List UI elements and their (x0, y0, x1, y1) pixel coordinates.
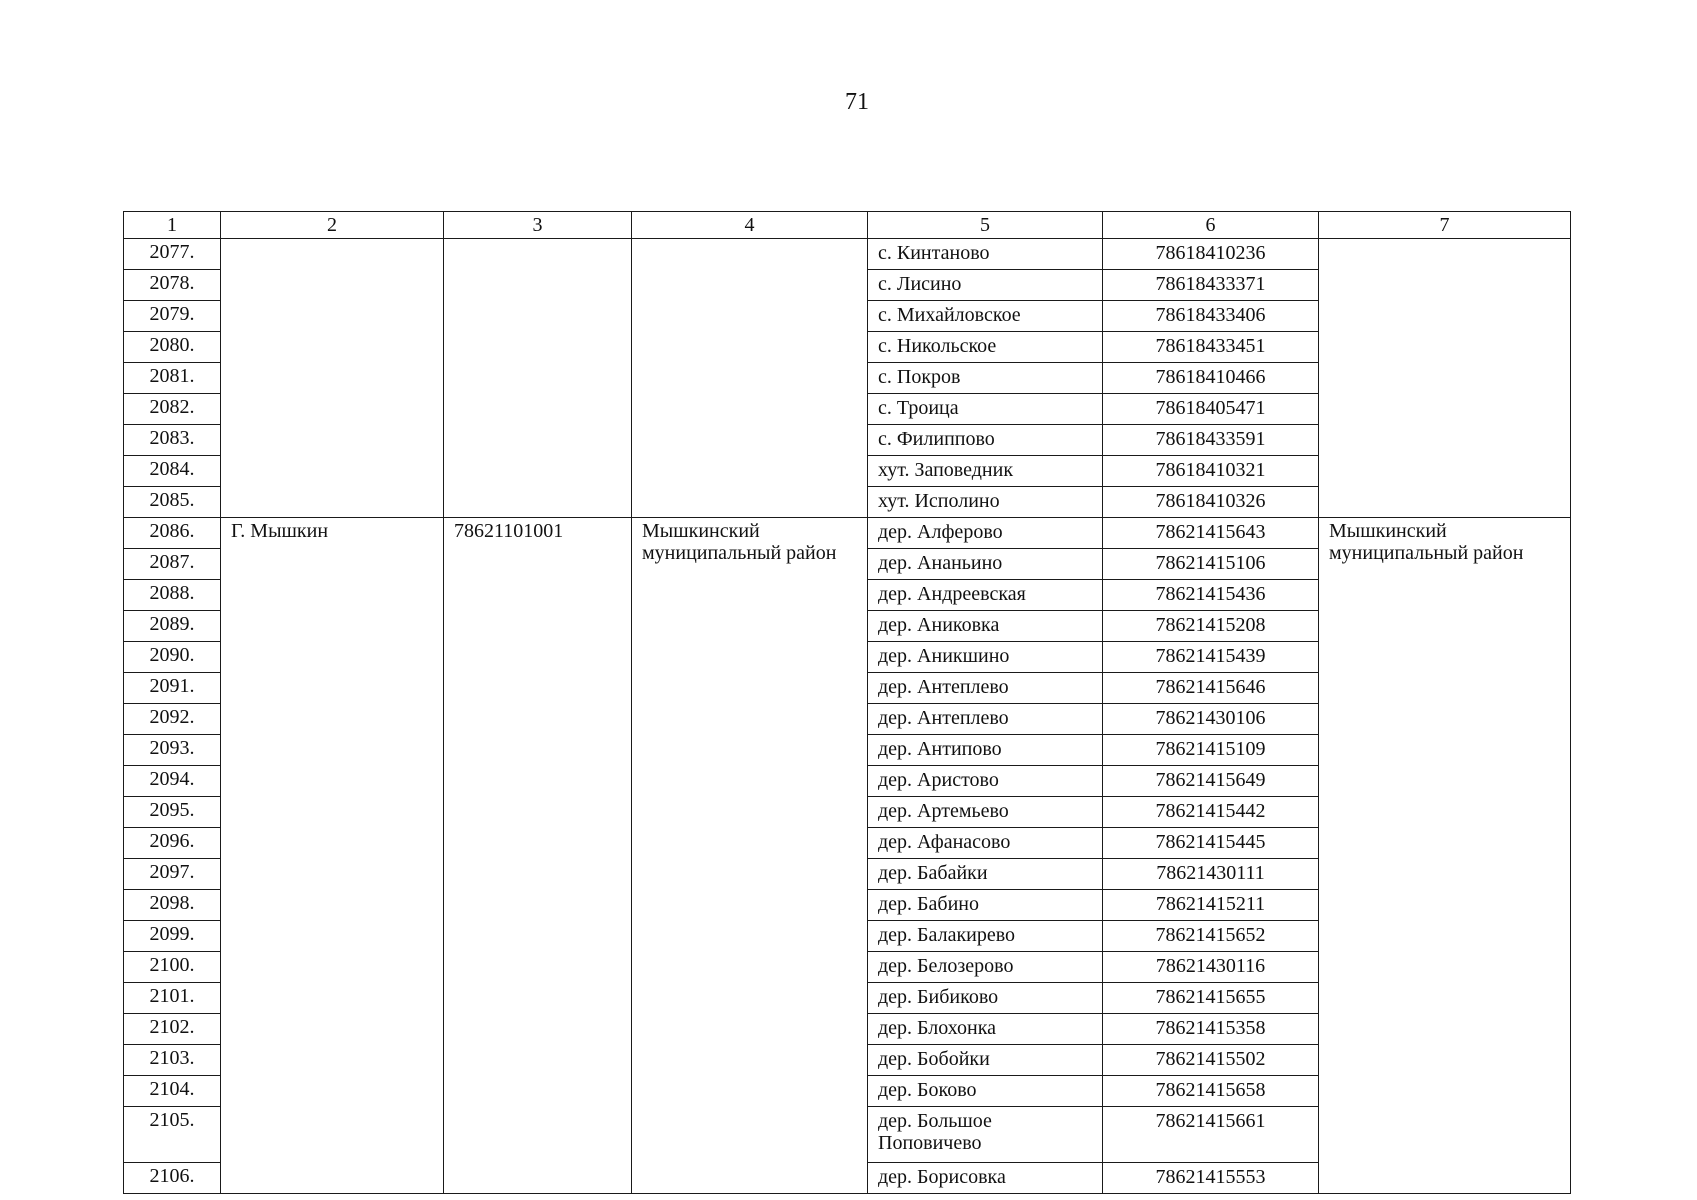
row-number: 2084. (124, 456, 221, 487)
row-number: 2105. (124, 1107, 221, 1163)
settlement-name: с. Покров (868, 363, 1103, 394)
settlement-name: дер. Аниковка (868, 611, 1103, 642)
settlement-code: 78618410466 (1103, 363, 1319, 394)
settlement-code: 78621430111 (1103, 859, 1319, 890)
settlement-name: дер. Белозерово (868, 952, 1103, 983)
column-number: 4 (632, 212, 868, 239)
row-number: 2100. (124, 952, 221, 983)
settlement-code: 78621415208 (1103, 611, 1319, 642)
row-number: 2099. (124, 921, 221, 952)
settlement-code: 78621430116 (1103, 952, 1319, 983)
column-number: 7 (1319, 212, 1571, 239)
row-number: 2080. (124, 332, 221, 363)
row-number: 2088. (124, 580, 221, 611)
settlement-code: 78618405471 (1103, 394, 1319, 425)
column-number: 5 (868, 212, 1103, 239)
district-name: Мышкинский муниципальный район (632, 518, 868, 1194)
settlement-code: 78621415445 (1103, 828, 1319, 859)
table-row (124, 518, 1571, 549)
settlement-name: дер. Антеплево (868, 673, 1103, 704)
table-body (124, 212, 1571, 1194)
settlement-name: дер. Аристово (868, 766, 1103, 797)
settlement-name: дер. Артемьево (868, 797, 1103, 828)
settlement-code: 78621415502 (1103, 1045, 1319, 1076)
settlements-table (123, 211, 1571, 1194)
row-number: 2089. (124, 611, 221, 642)
settlement-code: 78621415439 (1103, 642, 1319, 673)
settlement-name: с. Лисино (868, 270, 1103, 301)
row-number: 2090. (124, 642, 221, 673)
settlement-name: дер. Аникшино (868, 642, 1103, 673)
settlement-code: 78621415106 (1103, 549, 1319, 580)
row-number: 2092. (124, 704, 221, 735)
settlement-name: хут. Исполино (868, 487, 1103, 518)
table-row (124, 239, 1571, 270)
blank-cell-col3 (444, 239, 632, 518)
row-number: 2082. (124, 394, 221, 425)
settlement-name: дер. Бибиково (868, 983, 1103, 1014)
city-code: 78621101001 (444, 518, 632, 1194)
blank-cell-col4 (632, 239, 868, 518)
settlement-name: дер. Афанасово (868, 828, 1103, 859)
settlement-name: с. Филиппово (868, 425, 1103, 456)
settlement-code: 78621415358 (1103, 1014, 1319, 1045)
district-name-col7: Мышкинский муниципальный район (1319, 518, 1571, 1194)
settlement-code: 78621415661 (1103, 1107, 1319, 1163)
settlement-name: дер. Алферово (868, 518, 1103, 549)
row-number: 2087. (124, 549, 221, 580)
settlement-name: с. Кинтаново (868, 239, 1103, 270)
column-number: 2 (221, 212, 444, 239)
settlement-code: 78621415442 (1103, 797, 1319, 828)
row-number: 2078. (124, 270, 221, 301)
row-number: 2094. (124, 766, 221, 797)
settlement-name: дер. Блохонка (868, 1014, 1103, 1045)
settlement-name: дер. Бабино (868, 890, 1103, 921)
row-number: 2097. (124, 859, 221, 890)
row-number: 2086. (124, 518, 221, 549)
settlement-name: дер. Боково (868, 1076, 1103, 1107)
row-number: 2085. (124, 487, 221, 518)
settlement-name: дер. Бобойки (868, 1045, 1103, 1076)
blank-cell-col7 (1319, 239, 1571, 518)
settlement-code: 78618410236 (1103, 239, 1319, 270)
settlement-name: с. Михайловское (868, 301, 1103, 332)
blank-cell-col2 (221, 239, 444, 518)
settlement-name: дер. Антипово (868, 735, 1103, 766)
row-number: 2091. (124, 673, 221, 704)
column-number: 1 (124, 212, 221, 239)
settlement-code: 78621415658 (1103, 1076, 1319, 1107)
row-number: 2103. (124, 1045, 221, 1076)
settlement-code: 78621415553 (1103, 1163, 1319, 1194)
settlement-name: дер. Андреевская (868, 580, 1103, 611)
settlement-name: дер. Большое Поповичево (868, 1107, 1103, 1163)
row-number: 2093. (124, 735, 221, 766)
settlement-code: 78621415655 (1103, 983, 1319, 1014)
row-number: 2095. (124, 797, 221, 828)
column-number: 3 (444, 212, 632, 239)
row-number: 2077. (124, 239, 221, 270)
settlement-code: 78618433406 (1103, 301, 1319, 332)
settlement-code: 78621415211 (1103, 890, 1319, 921)
settlement-code: 78618410321 (1103, 456, 1319, 487)
city-name: Г. Мышкин (221, 518, 444, 1194)
settlement-code: 78621430106 (1103, 704, 1319, 735)
settlement-code: 78621415652 (1103, 921, 1319, 952)
row-number: 2098. (124, 890, 221, 921)
settlement-name: дер. Бабайки (868, 859, 1103, 890)
page-number: 71 (845, 89, 869, 115)
settlement-code: 78618433591 (1103, 425, 1319, 456)
settlements-table-container (123, 211, 1570, 1194)
settlement-code: 78618433371 (1103, 270, 1319, 301)
row-number: 2079. (124, 301, 221, 332)
settlement-name: с. Никольское (868, 332, 1103, 363)
settlement-name: с. Троица (868, 394, 1103, 425)
settlement-name: дер. Борисовка (868, 1163, 1103, 1194)
row-number: 2083. (124, 425, 221, 456)
row-number: 2106. (124, 1163, 221, 1194)
settlement-name: дер. Балакирево (868, 921, 1103, 952)
settlement-name: дер. Ананьино (868, 549, 1103, 580)
row-number: 2104. (124, 1076, 221, 1107)
settlement-code: 78621415109 (1103, 735, 1319, 766)
row-number: 2081. (124, 363, 221, 394)
column-number: 6 (1103, 212, 1319, 239)
row-number: 2096. (124, 828, 221, 859)
row-number: 2101. (124, 983, 221, 1014)
settlement-code: 78621415436 (1103, 580, 1319, 611)
settlement-code: 78618433451 (1103, 332, 1319, 363)
settlement-code: 78621415643 (1103, 518, 1319, 549)
settlement-code: 78621415646 (1103, 673, 1319, 704)
settlement-code: 78618410326 (1103, 487, 1319, 518)
column-number-row (124, 212, 1571, 239)
settlement-name: дер. Антеплево (868, 704, 1103, 735)
settlement-name: хут. Заповедник (868, 456, 1103, 487)
row-number: 2102. (124, 1014, 221, 1045)
settlement-code: 78621415649 (1103, 766, 1319, 797)
